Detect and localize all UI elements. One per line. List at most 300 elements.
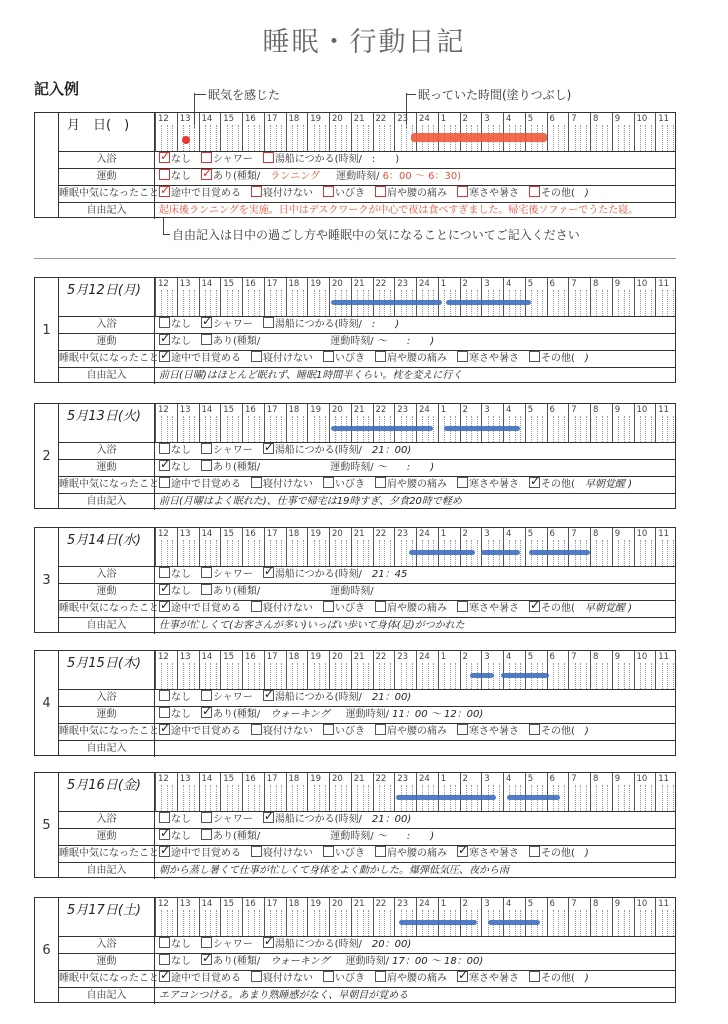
hour-cell[interactable] — [438, 113, 460, 151]
hour-cell[interactable] — [155, 898, 177, 936]
hour-cell[interactable] — [177, 278, 199, 316]
hour-cell[interactable] — [264, 113, 286, 151]
hour-cell[interactable] — [590, 651, 612, 689]
hour-cell[interactable] — [590, 113, 612, 151]
date-cell[interactable] — [59, 278, 155, 316]
exercise-checkbox[interactable] — [201, 460, 212, 471]
exercise-checkbox[interactable] — [159, 584, 170, 595]
quarter-tick — [618, 663, 619, 689]
hour-cell[interactable] — [242, 404, 264, 442]
hour-cell[interactable] — [655, 773, 677, 811]
hour-cell[interactable] — [416, 528, 438, 566]
bath-checkbox[interactable] — [201, 690, 212, 701]
quarter-tick — [227, 416, 228, 442]
exercise-option — [201, 953, 260, 970]
hour-cell[interactable] — [460, 651, 482, 689]
hour-cell[interactable] — [199, 651, 221, 689]
concern-checkbox[interactable] — [529, 724, 540, 735]
concern-checkbox[interactable] — [323, 351, 334, 362]
hour-cell[interactable] — [220, 651, 242, 689]
exercise-checkbox[interactable] — [201, 584, 212, 595]
hour-cell[interactable] — [547, 404, 569, 442]
hour-cell[interactable] — [373, 278, 395, 316]
exercise-checkbox[interactable] — [159, 334, 170, 345]
hour-cell[interactable] — [481, 651, 503, 689]
hour-cell[interactable] — [525, 773, 547, 811]
date-cell[interactable] — [59, 898, 155, 936]
concern-checkbox[interactable] — [529, 186, 540, 197]
hour-cell[interactable] — [460, 773, 482, 811]
concern-checkbox[interactable] — [529, 477, 540, 488]
hour-cell[interactable] — [177, 404, 199, 442]
concern-checkbox[interactable] — [457, 351, 468, 362]
hour-cell[interactable] — [286, 113, 308, 151]
hour-cell[interactable] — [394, 278, 416, 316]
hour-cell[interactable] — [503, 528, 525, 566]
hour-cell[interactable] — [351, 898, 373, 936]
hour-cell[interactable] — [394, 113, 416, 151]
concern-checkbox[interactable] — [159, 971, 170, 982]
bath-checkbox[interactable] — [159, 690, 170, 701]
hour-label: 13 — [179, 774, 191, 784]
quarter-tick — [667, 910, 668, 936]
bath-checkbox[interactable] — [159, 443, 170, 454]
quarter-tick — [205, 416, 206, 442]
hour-cell[interactable] — [460, 278, 482, 316]
hour-cell[interactable] — [199, 404, 221, 442]
hour-cell[interactable] — [264, 773, 286, 811]
hour-cell[interactable] — [481, 404, 503, 442]
hour-cell[interactable] — [655, 651, 677, 689]
hour-cell[interactable] — [286, 773, 308, 811]
hour-label: 14 — [201, 652, 213, 662]
concern-checkbox[interactable] — [375, 601, 386, 612]
concern-checkbox[interactable] — [251, 477, 262, 488]
concern-checkbox[interactable] — [529, 971, 540, 982]
hour-cell[interactable] — [416, 898, 438, 936]
hour-cell[interactable] — [155, 113, 177, 151]
hour-cell[interactable] — [286, 651, 308, 689]
exercise-checkbox[interactable] — [201, 954, 212, 965]
hour-cell[interactable] — [568, 278, 590, 316]
hour-cell[interactable] — [329, 773, 351, 811]
hour-cell[interactable] — [220, 404, 242, 442]
hour-cell[interactable] — [220, 773, 242, 811]
hour-cell[interactable] — [481, 113, 503, 151]
concern-checkbox[interactable] — [375, 351, 386, 362]
hour-cell[interactable] — [307, 278, 329, 316]
hour-cell[interactable] — [503, 113, 525, 151]
quarter-tick — [368, 540, 369, 566]
bath-checkbox[interactable] — [159, 937, 170, 948]
bath-checkbox[interactable] — [201, 937, 212, 948]
hour-cell[interactable] — [634, 404, 656, 442]
hour-cell[interactable] — [612, 651, 634, 689]
concern-option — [251, 600, 313, 617]
hour-label: 8 — [593, 899, 599, 909]
bath-checkbox[interactable] — [263, 317, 274, 328]
hour-cell[interactable] — [438, 278, 460, 316]
hour-cell[interactable] — [242, 651, 264, 689]
exercise-time-label: 運動時刻/ — [336, 171, 380, 182]
hour-cell[interactable] — [547, 773, 569, 811]
exercise-checkbox[interactable] — [201, 829, 212, 840]
bath-option-label: シャワー — [213, 319, 253, 330]
quarter-tick — [575, 663, 576, 689]
hour-cell[interactable] — [525, 113, 547, 151]
hour-cell[interactable] — [351, 528, 373, 566]
bath-checkbox[interactable] — [201, 567, 212, 578]
hour-cell[interactable] — [612, 898, 634, 936]
hour-cell[interactable] — [655, 278, 677, 316]
hour-cell[interactable] — [590, 773, 612, 811]
hour-cell[interactable] — [199, 278, 221, 316]
hour-cell[interactable] — [177, 898, 199, 936]
hour-cell[interactable] — [460, 528, 482, 566]
hour-cell[interactable] — [481, 898, 503, 936]
hour-cell[interactable] — [503, 404, 525, 442]
bath-checkbox[interactable] — [201, 317, 212, 328]
concern-checkbox[interactable] — [251, 724, 262, 735]
concern-checkbox[interactable] — [457, 846, 468, 857]
concern-checkbox[interactable] — [159, 477, 170, 488]
hour-cell[interactable] — [329, 404, 351, 442]
concern-option-label: その他( — [541, 479, 575, 490]
hour-label: 22 — [375, 774, 387, 784]
hour-cell[interactable] — [307, 113, 329, 151]
concern-checkbox[interactable] — [251, 186, 262, 197]
hour-cell[interactable] — [394, 528, 416, 566]
exercise-checkbox[interactable] — [201, 707, 212, 718]
quarter-tick — [363, 663, 364, 689]
quarter-tick — [314, 663, 315, 689]
hour-cell[interactable] — [503, 278, 525, 316]
concern-checkbox[interactable] — [375, 724, 386, 735]
exercise-checkbox[interactable] — [159, 829, 170, 840]
hour-cell[interactable] — [612, 278, 634, 316]
hour-cell[interactable] — [220, 528, 242, 566]
hour-cell[interactable] — [547, 113, 569, 151]
hour-cell[interactable] — [612, 113, 634, 151]
concern-checkbox[interactable] — [251, 846, 262, 857]
quarter-tick — [314, 785, 315, 811]
hour-cell[interactable] — [481, 773, 503, 811]
concern-option-label: 途中で目覚める — [171, 848, 241, 859]
hour-cell[interactable] — [655, 113, 677, 151]
exercise-checkbox[interactable] — [159, 169, 170, 180]
bath-checkbox[interactable] — [263, 937, 274, 948]
hour-cell[interactable] — [634, 651, 656, 689]
hour-label: 16 — [245, 652, 256, 662]
hour-cell[interactable] — [242, 113, 264, 151]
concern-checkbox[interactable] — [323, 846, 334, 857]
sleep-bar — [409, 550, 474, 555]
hour-cell[interactable] — [438, 773, 460, 811]
hour-cell[interactable] — [394, 404, 416, 442]
hour-cell[interactable] — [590, 528, 612, 566]
hour-cell[interactable] — [286, 278, 308, 316]
hour-cell[interactable] — [525, 404, 547, 442]
hour-cell[interactable] — [177, 651, 199, 689]
hour-cell[interactable] — [242, 898, 264, 936]
hour-cell[interactable] — [416, 113, 438, 151]
hour-cell[interactable] — [351, 278, 373, 316]
hour-cell[interactable] — [373, 528, 395, 566]
concern-checkbox[interactable] — [457, 601, 468, 612]
quarter-tick — [673, 290, 674, 316]
free-content — [159, 862, 671, 879]
exercise-option-label: あり(種類/ — [213, 709, 261, 720]
concern-row — [59, 600, 675, 618]
hour-cell[interactable] — [329, 113, 351, 151]
hour-cell[interactable] — [634, 528, 656, 566]
hour-cell[interactable] — [547, 651, 569, 689]
quarter-tick — [227, 910, 228, 936]
hour-cell[interactable] — [438, 898, 460, 936]
hour-cell[interactable] — [568, 898, 590, 936]
hour-cell[interactable] — [438, 528, 460, 566]
hour-cell[interactable] — [242, 528, 264, 566]
bath-checkbox[interactable] — [159, 567, 170, 578]
hour-cell[interactable] — [416, 278, 438, 316]
concern-option-label: 寝付けない — [263, 973, 313, 984]
hour-cell[interactable] — [373, 773, 395, 811]
quarter-tick — [477, 540, 478, 566]
hour-cell[interactable] — [416, 404, 438, 442]
hour-cell[interactable] — [655, 404, 677, 442]
hour-cell[interactable] — [438, 404, 460, 442]
hour-cell[interactable] — [351, 113, 373, 151]
exercise-checkbox[interactable] — [159, 460, 170, 471]
hour-cell[interactable] — [351, 651, 373, 689]
hour-cell[interactable] — [373, 651, 395, 689]
hour-cell[interactable] — [547, 278, 569, 316]
concern-checkbox[interactable] — [323, 724, 334, 735]
hour-cell[interactable] — [329, 528, 351, 566]
date-cell[interactable] — [59, 528, 155, 566]
concern-checkbox[interactable] — [159, 186, 170, 197]
hour-cell[interactable] — [307, 651, 329, 689]
hour-cell[interactable] — [568, 528, 590, 566]
quarter-tick — [292, 540, 293, 566]
quarter-tick — [232, 416, 233, 442]
hour-cell[interactable] — [481, 528, 503, 566]
hour-cell[interactable] — [525, 898, 547, 936]
hour-cell[interactable] — [373, 113, 395, 151]
bath-checkbox[interactable] — [159, 812, 170, 823]
hour-cell[interactable] — [525, 278, 547, 316]
hour-cell[interactable] — [264, 528, 286, 566]
date-cell[interactable] — [59, 773, 155, 811]
hour-cell[interactable] — [199, 898, 221, 936]
bath-checkbox[interactable] — [263, 567, 274, 578]
hour-cell[interactable] — [394, 651, 416, 689]
hour-cell[interactable] — [634, 773, 656, 811]
concern-checkbox[interactable] — [159, 351, 170, 362]
hour-cell[interactable] — [177, 528, 199, 566]
bath-checkbox[interactable] — [201, 443, 212, 454]
hour-cell[interactable] — [286, 898, 308, 936]
concern-checkbox[interactable] — [529, 846, 540, 857]
concern-checkbox[interactable] — [323, 971, 334, 982]
quarter-tick — [183, 785, 184, 811]
hour-cell[interactable] — [199, 113, 221, 151]
hour-label: 9 — [614, 774, 621, 784]
hour-cell[interactable] — [394, 773, 416, 811]
hour-cell[interactable] — [460, 113, 482, 151]
hour-cell[interactable] — [525, 528, 547, 566]
hour-cell[interactable] — [416, 773, 438, 811]
exercise-option-label: なし — [171, 171, 191, 182]
hour-cell[interactable] — [177, 773, 199, 811]
concern-checkbox[interactable] — [159, 601, 170, 612]
bath-checkbox[interactable] — [159, 152, 170, 163]
concern-checkbox[interactable] — [529, 601, 540, 612]
bath-checkbox[interactable] — [263, 152, 274, 163]
hour-cell[interactable] — [242, 278, 264, 316]
hour-label: 15 — [223, 114, 235, 124]
bath-option-label: シャワー — [213, 939, 253, 950]
hour-cell[interactable] — [329, 278, 351, 316]
date-cell[interactable] — [59, 651, 155, 689]
concern-checkbox[interactable] — [529, 351, 540, 362]
exercise-checkbox[interactable] — [159, 707, 170, 718]
concern-checkbox[interactable] — [457, 186, 468, 197]
hour-label: 7 — [571, 405, 577, 415]
exercise-option — [201, 828, 260, 845]
hour-cell[interactable] — [264, 898, 286, 936]
concern-checkbox[interactable] — [457, 971, 468, 982]
hour-cell[interactable] — [286, 528, 308, 566]
exercise-checkbox[interactable] — [159, 954, 170, 965]
quarter-tick — [194, 125, 195, 151]
hour-cell[interactable] — [220, 278, 242, 316]
hour-cell[interactable] — [155, 404, 177, 442]
quarter-tick — [314, 290, 315, 316]
hour-cell[interactable] — [590, 404, 612, 442]
hour-cell[interactable] — [155, 773, 177, 811]
concern-checkbox[interactable] — [375, 186, 386, 197]
hour-cell[interactable] — [568, 651, 590, 689]
hour-cell[interactable] — [547, 898, 569, 936]
concern-checkbox[interactable] — [457, 724, 468, 735]
hour-cell[interactable] — [568, 113, 590, 151]
hour-cell[interactable] — [503, 651, 525, 689]
hour-cell[interactable] — [568, 773, 590, 811]
hour-cell[interactable] — [155, 528, 177, 566]
hour-cell[interactable] — [460, 898, 482, 936]
date-cell[interactable] — [59, 113, 155, 151]
hour-cell[interactable] — [612, 528, 634, 566]
concern-checkbox[interactable] — [159, 846, 170, 857]
concern-checkbox[interactable] — [457, 477, 468, 488]
hour-cell[interactable] — [373, 404, 395, 442]
concern-checkbox[interactable] — [375, 477, 386, 488]
date-cell[interactable] — [59, 404, 155, 442]
concern-checkbox[interactable] — [375, 971, 386, 982]
hour-cell[interactable] — [264, 278, 286, 316]
concern-checkbox[interactable] — [323, 186, 334, 197]
hour-cell[interactable] — [634, 278, 656, 316]
quarter-tick — [303, 125, 304, 151]
concern-checkbox[interactable] — [375, 846, 386, 857]
hour-cell[interactable] — [373, 898, 395, 936]
bath-checkbox[interactable] — [263, 443, 274, 454]
hour-cell[interactable] — [525, 651, 547, 689]
bath-checkbox[interactable] — [263, 690, 274, 701]
bath-option-label: 湯船につかる(時刻/ — [274, 154, 362, 165]
quarter-tick — [667, 663, 668, 689]
hour-cell[interactable] — [612, 773, 634, 811]
hour-cell[interactable] — [307, 404, 329, 442]
hour-cell[interactable] — [416, 651, 438, 689]
hour-cell[interactable] — [655, 528, 677, 566]
hour-cell[interactable] — [220, 898, 242, 936]
hour-cell[interactable] — [155, 278, 177, 316]
quarter-tick — [667, 540, 668, 566]
hour-cell[interactable] — [242, 773, 264, 811]
hour-cell[interactable] — [351, 404, 373, 442]
hour-cell[interactable] — [329, 651, 351, 689]
hour-cell[interactable] — [351, 773, 373, 811]
concern-checkbox[interactable] — [251, 601, 262, 612]
hour-cell[interactable] — [220, 113, 242, 151]
hour-cell[interactable] — [394, 898, 416, 936]
bath-checkbox[interactable] — [201, 152, 212, 163]
quarter-tick — [254, 663, 255, 689]
hour-cell[interactable] — [286, 404, 308, 442]
bath-checkbox[interactable] — [263, 812, 274, 823]
hour-cell[interactable] — [438, 651, 460, 689]
exercise-checkbox[interactable] — [201, 169, 212, 180]
hour-cell[interactable] — [329, 898, 351, 936]
hour-cell[interactable] — [155, 651, 177, 689]
hour-cell[interactable] — [264, 651, 286, 689]
hour-cell[interactable] — [307, 898, 329, 936]
hour-cell[interactable] — [177, 113, 199, 151]
hour-cell[interactable] — [503, 898, 525, 936]
hour-cell[interactable] — [307, 528, 329, 566]
hour-cell[interactable] — [547, 528, 569, 566]
quarter-tick — [640, 125, 641, 151]
bath-checkbox[interactable] — [201, 812, 212, 823]
hour-cell[interactable] — [590, 278, 612, 316]
hour-cell[interactable] — [460, 404, 482, 442]
concern-checkbox[interactable] — [159, 724, 170, 735]
hour-cell[interactable] — [199, 773, 221, 811]
hour-cell[interactable] — [481, 278, 503, 316]
hour-cell[interactable] — [634, 113, 656, 151]
hour-cell[interactable] — [568, 404, 590, 442]
hour-cell[interactable] — [264, 404, 286, 442]
concern-checkbox[interactable] — [251, 351, 262, 362]
hour-cell[interactable] — [634, 898, 656, 936]
hour-cell[interactable] — [612, 404, 634, 442]
bath-checkbox[interactable] — [159, 317, 170, 328]
hour-cell[interactable] — [503, 773, 525, 811]
concern-checkbox[interactable] — [323, 601, 334, 612]
concern-checkbox[interactable] — [251, 971, 262, 982]
hour-label: 17 — [266, 899, 278, 909]
quarter-tick — [341, 910, 342, 936]
exercise-checkbox[interactable] — [201, 334, 212, 345]
hour-cell[interactable] — [590, 898, 612, 936]
concern-checkbox[interactable] — [323, 477, 334, 488]
quarter-tick — [406, 540, 407, 566]
hour-cell[interactable] — [655, 898, 677, 936]
hour-cell[interactable] — [307, 773, 329, 811]
hour-cell[interactable] — [199, 528, 221, 566]
